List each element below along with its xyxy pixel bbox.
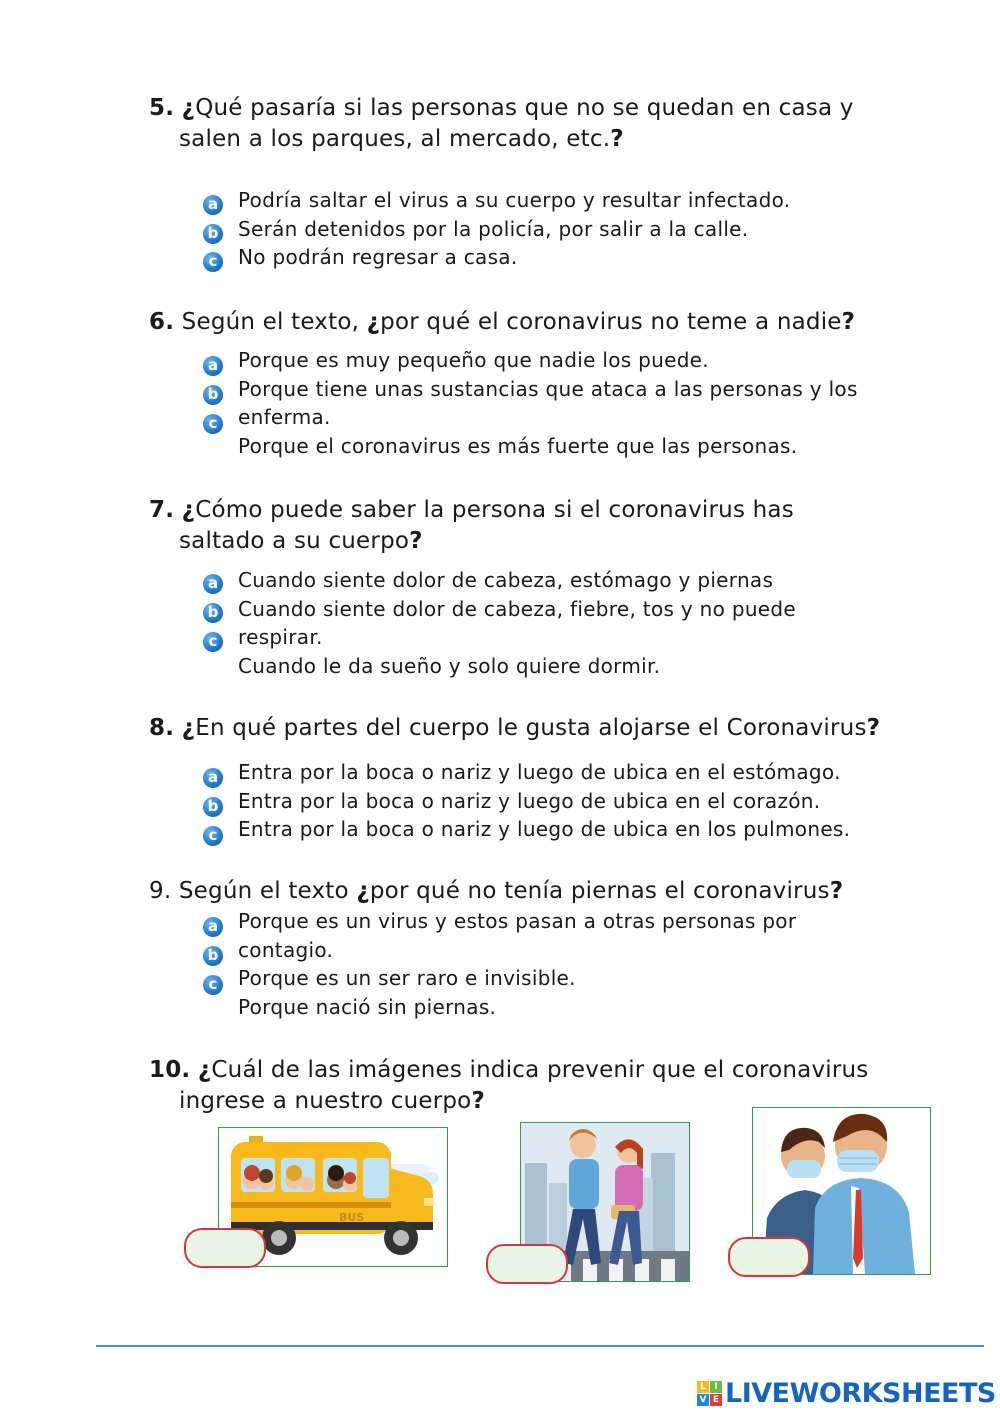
open-mark: ¿: [181, 497, 196, 523]
option-a-icon[interactable]: a: [203, 917, 223, 937]
answer-box-2[interactable]: [486, 1244, 568, 1284]
option-a-text: Porque es un virus y estos pasan a otras personas por: [238, 909, 797, 933]
option-c-icon[interactable]: c: [203, 826, 223, 846]
question-number: 5.: [149, 95, 175, 121]
option-b-icon[interactable]: b: [203, 224, 223, 244]
question-prefix: Según el texto,: [174, 309, 367, 335]
question-number: 8.: [149, 715, 175, 741]
option-b-text: Porque tiene unas sustancias que ataca a las personas y los: [238, 377, 858, 401]
option-a-text: Cuando siente dolor de cabeza, estómago y piernas: [238, 568, 774, 592]
question-number: 9.: [149, 878, 172, 904]
option-c-text: Entra por la boca o nariz y luego de ubica en los pulmones.: [238, 817, 851, 841]
question-text: por qué el coronavirus no teme a nadie: [380, 309, 842, 335]
answer-box-3[interactable]: [728, 1237, 810, 1277]
option-b-text: Serán detenidos por la policía, por salir a la calle.: [238, 217, 749, 241]
question-text: ingrese a nuestro cuerpo: [179, 1088, 472, 1114]
question-text: Qué pasaría si las personas que no se quedan en casa y: [195, 95, 854, 121]
option-b-icon[interactable]: b: [203, 385, 223, 405]
option-b-icon[interactable]: b: [203, 797, 223, 817]
option-a-text: Podría saltar el virus a su cuerpo y resultar infectado.: [238, 188, 791, 212]
close-mark: ?: [841, 309, 856, 335]
open-mark: ¿: [181, 95, 196, 121]
question-prefix: Según el texto: [171, 878, 357, 904]
close-mark: ?: [409, 528, 423, 554]
option-extra-text: Porque el coronavirus es más fuerte que las personas.: [238, 434, 798, 458]
option-a-icon[interactable]: a: [203, 768, 223, 788]
option-b-text: Cuando siente dolor de cabeza, fiebre, tos y no puede: [238, 597, 796, 621]
question-number: 7.: [149, 497, 175, 523]
option-c-icon[interactable]: c: [203, 414, 223, 434]
logo-text: LIVEWORKSHEETS: [725, 1378, 996, 1409]
option-c-text: Porque es un ser raro e invisible.: [238, 966, 576, 990]
option-b-icon[interactable]: b: [203, 603, 223, 623]
open-mark: ¿: [197, 1057, 212, 1083]
option-c-text: No podrán regresar a casa.: [238, 245, 518, 269]
question-number: 10.: [149, 1057, 191, 1083]
question-9: [149, 876, 843, 907]
option-b-icon[interactable]: b: [203, 946, 223, 966]
close-mark: ?: [829, 878, 844, 904]
question-text: Cuál de las imágenes indica prevenir que el coronavirus: [211, 1057, 869, 1083]
option-c-icon[interactable]: c: [203, 252, 223, 272]
option-a-text: Entra por la boca o nariz y luego de ubica en el estómago.: [238, 760, 841, 784]
logo-letter: E: [710, 1394, 722, 1406]
question-text: Cómo puede saber la persona si el coronavirus has: [195, 497, 794, 523]
option-a-icon[interactable]: a: [203, 195, 223, 215]
logo-mark-icon: [697, 1381, 723, 1407]
close-mark: ?: [610, 126, 624, 152]
question-7: [149, 495, 794, 557]
footer-divider: [96, 1345, 984, 1347]
option-a-icon[interactable]: a: [203, 574, 223, 594]
option-extra-text: Cuando le da sueño y solo quiere dormir.: [238, 654, 661, 678]
answer-box-1[interactable]: [184, 1228, 266, 1268]
question-5: [149, 93, 854, 155]
question-6: [149, 307, 855, 338]
option-c-text: enferma.: [238, 405, 331, 429]
option-a-icon[interactable]: a: [203, 356, 223, 376]
option-c-icon[interactable]: c: [203, 975, 223, 995]
option-a-text: Porque es muy pequeño que nadie los puede.: [238, 348, 709, 372]
question-text: salen a los parques, al mercado, etc.: [179, 126, 611, 152]
option-c-text: respirar.: [238, 625, 323, 649]
open-mark: ¿: [366, 309, 381, 335]
option-b-text: Entra por la boca o nariz y luego de ubica en el corazón.: [238, 789, 821, 813]
question-number: 6.: [149, 309, 175, 335]
open-mark: ¿: [181, 715, 196, 741]
option-c-icon[interactable]: c: [203, 632, 223, 652]
open-mark: ¿: [356, 878, 370, 904]
logo-letter: V: [697, 1394, 709, 1406]
option-extra-text: Porque nació sin piernas.: [238, 995, 497, 1019]
logo-letter: I: [710, 1381, 722, 1393]
close-mark: ?: [866, 715, 881, 741]
question-text: En qué partes del cuerpo le gusta alojarse el Coronavirus: [195, 715, 867, 741]
question-text: saltado a su cuerpo: [179, 528, 410, 554]
close-mark: ?: [471, 1088, 486, 1114]
option-b-text: contagio.: [238, 938, 334, 962]
bus-label: BUS: [339, 1211, 365, 1224]
question-8: [149, 713, 880, 744]
question-text: por qué no tenía piernas el coronavirus: [369, 878, 830, 904]
logo-letter: L: [697, 1381, 709, 1393]
